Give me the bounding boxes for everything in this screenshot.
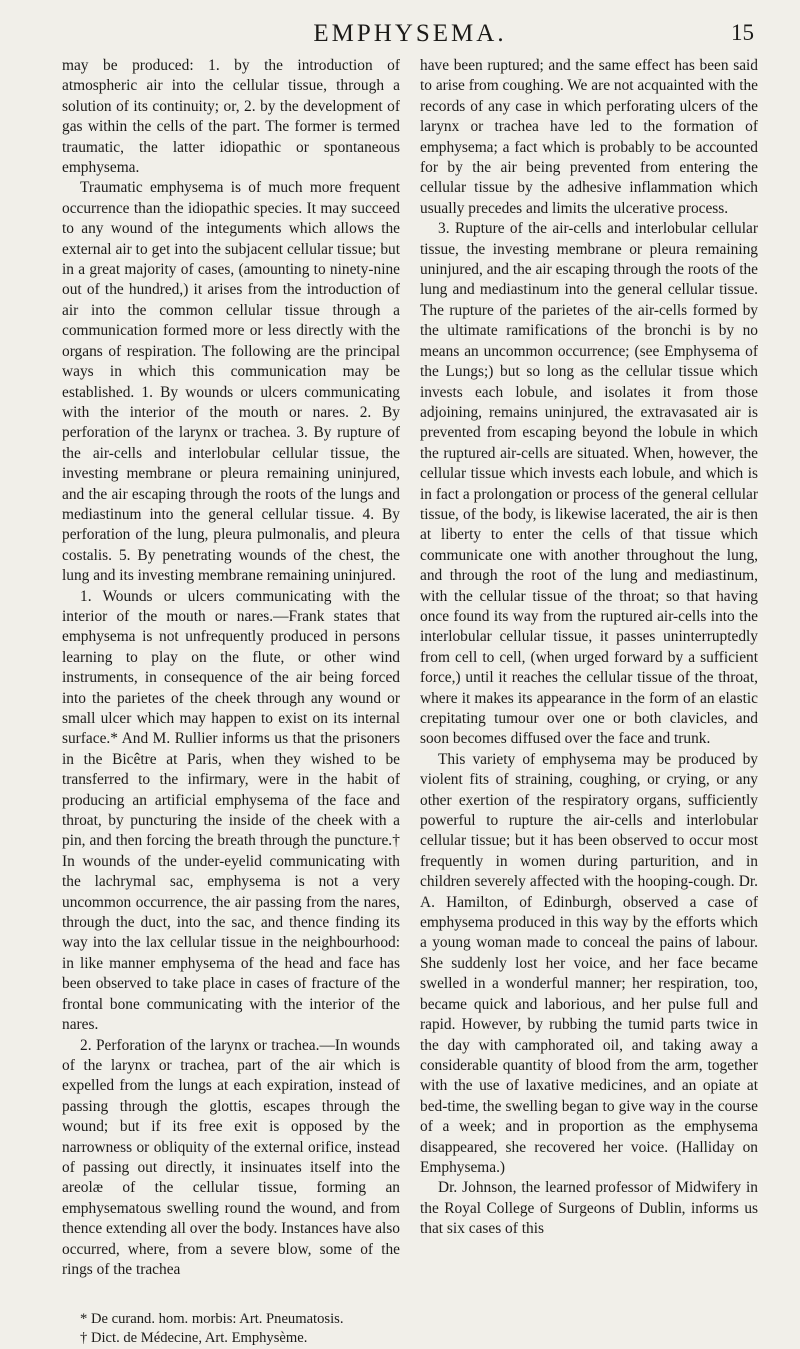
paragraph: This variety of emphysema may be produced by violent fits of straining, coughing, or crying, or any other exertion of the respiratory organs, sufficiently powerful to rupture the air-cells and interlobular cellular tissue; but it has been observed to occur most frequently in women during parturition, and in children severely affected with the hooping-cough. Dr. A. Hamilton, of Edinburgh, observed a case of emphysema produced in this way by the efforts which a young woman made to conceal the pains of labour. She suddenly lost her voice, and her face became swelled in a wonderful manner; her respiration, too, became quick and laborious, and her pulse full and rapid. However, by rubbing the tumid parts twice in the day with camphorated oil, and taking away a considerable quantity of blood from the arm, together with the use of laxative medicines, and an opiate at bed-time, the swelling began to give way in the course of a week; and in proportion as the emphysema disappeared, she recovered her voice. (Halliday on Emphysema.) (420, 750, 758, 1176)
paragraph: 3. Rupture of the air-cells and interlobular cellular tissue, the investing membrane or pleura remaining uninjured, and the air escaping through the roots of the lung and mediastinum into the general cellular tissue. The rupture of the parietes of the air-cells formed by the ultimate ramifications of the bronchi is by no means an uncommon occurrence; (see Emphysema of the Lungs;) but so long as the cellular tissue which invests each lobule, and isolates it from those adjoining, remains uninjured, the extravasated air is prevented from escaping beyond the lobule in which the ruptured air-cells are situated. When, however, the cellular tissue which invests each lobule, and which is in fact a prolongation or process of the general cellular tissue, of the body, is likewise lacerated, the air is then at liberty to enter the cells of that tissue which communicate one with another throughout the lung, and through the root of the lung and mediastinum, with the cellular tissue of the throat; so that having once found its way from the ruptured air-cells into the interlobular cellular tissue, it passes uninterruptedly from cell to cell, (when urged forward by a sufficient force,) until it reaches the cellular tissue of the throat, where it makes its appearance in the form of an elastic crepitating tumour over one or both clavicles, and soon becomes diffused over the face and trunk. (420, 220, 758, 748)
paragraph: 2. Perforation of the larynx or trachea.—In wounds of the larynx or trachea, part of the air which is expelled from the lungs at each expiration, instead of passing through the glottis, escapes through the wound; but if its free exit is opposed by the narrowness or obliquity of the external orifice, instead of passing out directly, it insinuates itself into the areolæ of the cellular tissue, forming an emphysematous swelling round the wound, and from thence extending all over the body. Instances have also occurred, where, from a severe blow, some of the rings of the trachea (62, 1036, 400, 1278)
footnotes (62, 1310, 400, 1348)
paragraph: may be produced: 1. by the introduction of atmospheric air into the cellular tissue, through a solution of its continuity; or, 2. by the development of gas within the cells of the part. The former is termed traumatic, the latter idiopathic or spontaneous emphysema. (62, 57, 400, 177)
paragraph: 1. Wounds or ulcers communicating with the interior of the mouth or nares.—Frank states that emphysema is not unfrequently produced in persons learning to play on the flute, or other wind instruments, in consequence of the air being forced into the parietes of the cheek through any wound or small ulcer which may happen to exist on its internal surface.* And M. Rullier informs us that the prisoners in the Bicêtre at Paris, when they wished to be transferred to the infirmary, were in the habit of producing an artificial emphysema of the face and throat, by puncturing the inside of the cheek with a pin, and then forcing the breath through the puncture.† In wounds of the under-eyelid communicating with the lachrymal sac, emphysema is not a very uncommon occurrence, the air passing from the nares, through the duct, into the sac, and thence finding its way into the lax cellular tissue in the neighbourhood: in like manner emphysema of the head and face has been observed to take place in cases of fracture of the frontal bone communicating with the interior of the nares. (62, 587, 400, 1034)
footnote: † Dict. de Médecine, Art. Emphysème. (80, 1330, 308, 1347)
left-column (62, 56, 400, 1348)
right-column (420, 56, 758, 1348)
paragraph: Dr. Johnson, the learned professor of Midwifery in the Royal College of Surgeons of Dublin, informs us that six cases of this (420, 1179, 758, 1238)
page-number: 15 (731, 20, 754, 45)
running-title: EMPHYSEMA. (313, 20, 507, 47)
paragraph: have been ruptured; and the same effect has been said to arise from coughing. We are not acquainted with the records of any case in which perforating ulcers of the larynx or trachea have led to the formation of emphysema; a fact which is probably to be accounted for by the air being prevented from entering the cellular tissue by the adhesive inflammation which usually precedes and limits the ulcerative process. (420, 57, 758, 217)
page-header (62, 20, 758, 54)
paragraph: Traumatic emphysema is of much more frequent occurrence than the idiopathic species. It may succeed to any wound of the integuments which allows the external air to get into the subjacent cellular tissue; but in a great majority of cases, (amounting to ninety-nine out of the hundred,) it arises from the introduction of air into the common cellular tissue through a communication formed more or less directly with the organs of respiration. The following are the principal ways in which this communication may be established. 1. By wounds or ulcers communicating with the interior of the mouth or nares. 2. By perforation of the larynx or trachea. 3. By rupture of the air-cells and interlobular cellular tissue, the investing membrane or pleura remaining uninjured, and the air escaping through the roots of the lungs and mediastinum into the general cellular tissue. 4. By perforation of the lung, pleura pulmonalis, and pleura costalis. 5. By penetrating wounds of the chest, the lung and its investing membrane remaining uninjured. (62, 179, 400, 585)
footnote: * De curand. hom. morbis: Art. Pneumatosis. (80, 1311, 344, 1328)
text-columns (62, 56, 758, 1348)
